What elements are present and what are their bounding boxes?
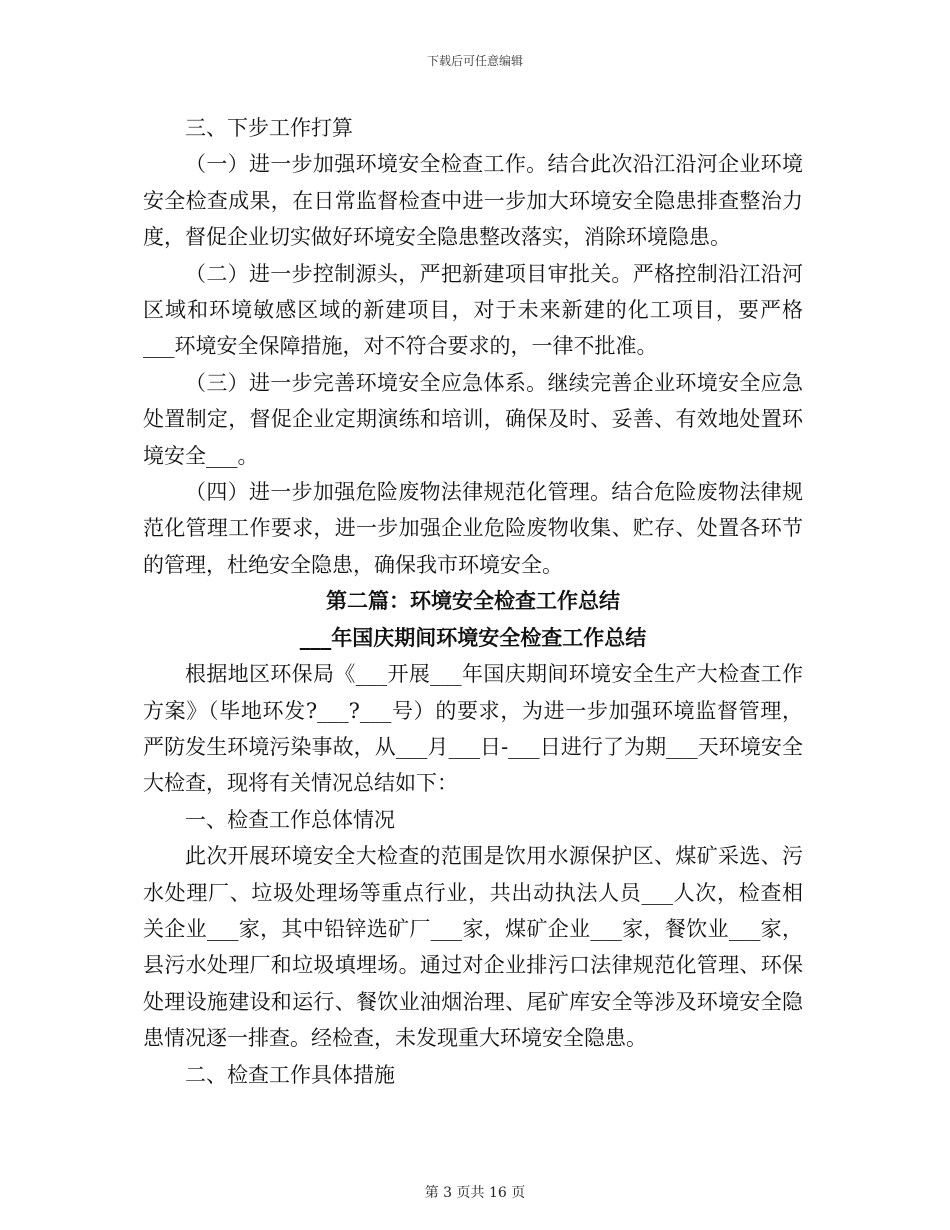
chapter-title: 第二篇：环境安全检查工作总结 [326,589,620,614]
paragraph-item-4: （四）进一步加强危险废物法律规范化管理。结合危险废物法律规范化管理工作要求，进一步加强企业危险废物收集、贮存、处置各环节的管理，杜绝安全隐患，确保我市环境安全。 [143,480,803,577]
paragraph-item-1: （一）进一步加强环境安全检查工作。结合此次沿江沿河企业环境安全检查成果，在日常监督检查中进一步加大环境安全隐患排查整治力度，督促企业切实做好环境安全隐患整改落实，消除环境隐患。 [143,152,803,250]
section-heading-overview: 一、检查工作总体情况 [185,807,395,832]
paragraph-overview: 此次开展环境安全大检查的范围是饮用水源保护区、煤矿采选、污水处理厂、垃圾处理场等重点行业，共出动执法人员___人次，检查相关企业___家，其中铅锌选矿厂___家，煤矿企业___家，餐饮业___家，县污水处理厂和垃圾填埋场。通过对企业排污口法律规范化管理、环保处理设施建设和运行、餐饮业油烟治理、尾矿库安全等涉及环境安全隐患情况逐一排查。经检查，未发现重大环境安全隐患。 [143,844,803,1051]
page-header: 下载后可任意编辑 [426,54,523,68]
document-body [143,110,803,1093]
section-heading-measures: 二、检查工作具体措施 [185,1062,395,1087]
paragraph-intro: 根据地区环保局《___开展___年国庆期间环境安全生产大检查工作方案》（毕地环发?___?___号）的要求，为进一步加强环境监督管理，严防发生环境污染事故，从___月___日-___日进行了为期___天环境安全大检查，现将有关情况总结如下： [143,662,803,796]
paragraph-item-3: （三）进一步完善环境安全应急体系。继续完善企业环境安全应急处置制定，督促企业定期演练和培训，确保及时、妥善、有效地处置环境安全___。 [143,370,803,468]
paragraph-item-2: （二）进一步控制源头，严把新建项目审批关。严格控制沿江沿河区域和环境敏感区域的新建项目，对于未来新建的化工项目，要严格___环境安全保障措施，对不符合要求的，一律不批准。 [143,261,803,359]
chapter-subtitle: ___年国庆期间环境安全检查工作总结 [299,625,647,650]
section-heading-next-steps: 三、下步工作打算 [185,116,353,140]
page-footer: 第 3 页共 16 页 [424,1185,526,1201]
